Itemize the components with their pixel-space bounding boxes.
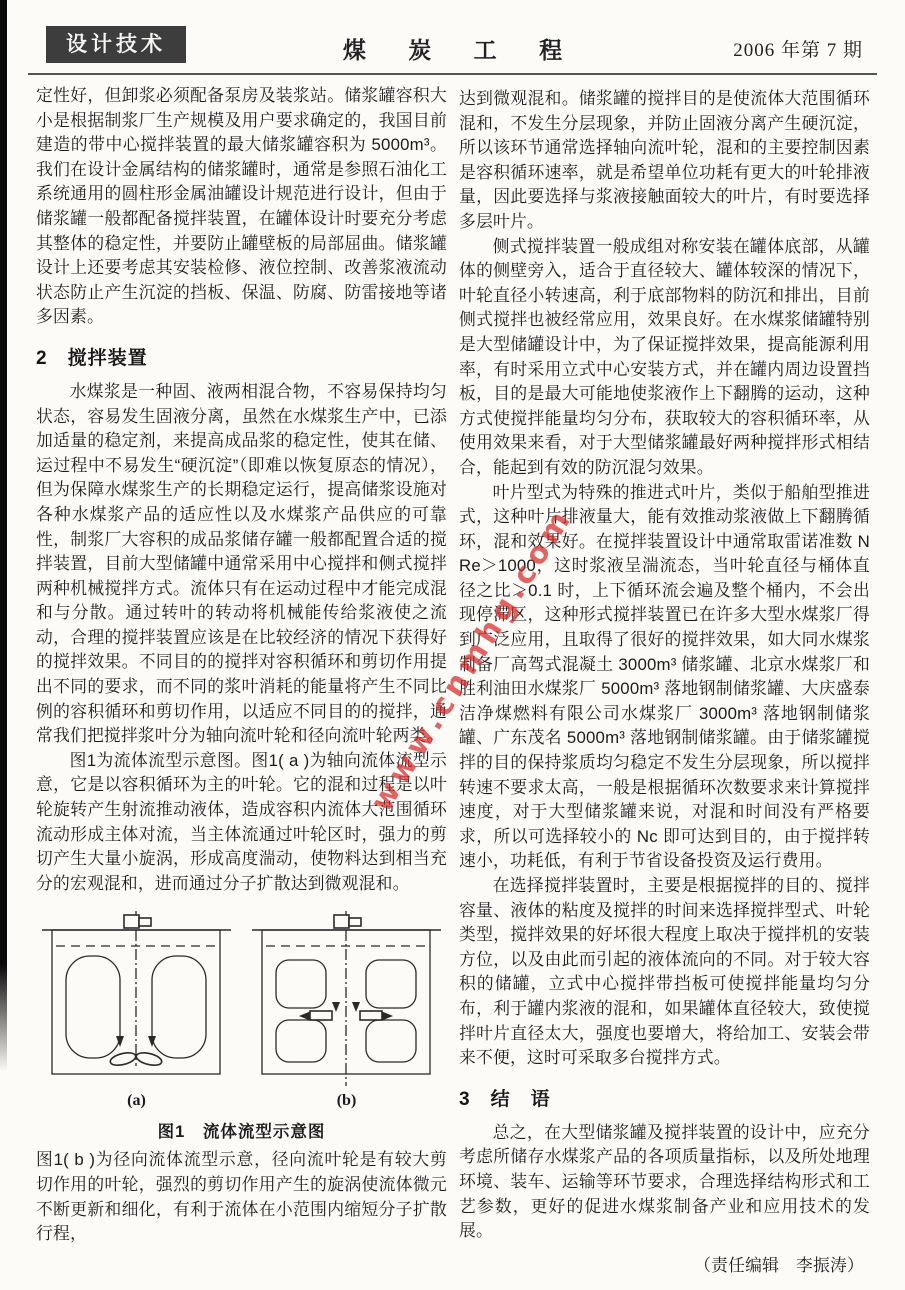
- column-badge: 设计技术: [46, 26, 186, 63]
- axial-flow-tank-diagram: [38, 908, 235, 1090]
- right-column: [459, 87, 870, 1276]
- section-2-heading: 2 搅拌装置: [36, 347, 148, 369]
- paragraph-continued: 达到微观混和。储浆罐的搅拌目的是使流体大范围循环混和，不发生分层现象，并防止固液分离产生硬沉淀，所以该环节通常选择轴向流叶轮，混和的主要控制因素是容积循环速率，就是希望单位功耗有更大的叶轮排液量，因此要选择与浆液接触面较大的叶片，有时要选择多层叶片。: [459, 89, 870, 231]
- figure-1a-label: (a): [127, 1092, 146, 1110]
- figure-1b: [248, 908, 445, 1110]
- figure-1b-label: (b): [336, 1092, 357, 1110]
- scan-edge-artifact: [0, 0, 7, 1072]
- figure-1a: [38, 908, 235, 1110]
- journal-title: 煤 炭 工 程: [342, 37, 581, 63]
- header-divider: [28, 73, 877, 75]
- radial-flow-tank-diagram: [248, 908, 445, 1090]
- paragraph: 叶片型式为特殊的推进式叶片，类似于船舶型推进式，这种叶片排液量大，能有效推动浆液做上下翻腾循环，混和效果好。在搅拌装置设计中通常取雷诺准数 NRe＞1000，这时浆液呈湍流态，当叶轮直径与桶体直径之比＞0.1 时，上下循环流会遍及整个桶内，不会出现停滞区，这种形式搅拌装置已在许多大型水煤浆厂得到广泛应用，且取得了很好的搅拌效果，如大同水煤浆制备厂高驾式混凝土 3000m³ 储浆罐、北京水煤浆厂和胜利油田水煤浆厂 5000m³ 落地钢制储浆罐、大庆盛泰洁净煤燃料有限公司水煤浆厂 3000m³ 落地钢制储浆罐、广东茂名 5000m³ 落地钢制储浆罐。由于储浆罐搅拌的目的保持浆质均匀稳定不发生分层现象，所以搅拌转速不要求太高，一般是根据循环次数要求来计算搅拌速度，对于大型储浆罐来说，对混和时间没有严格要求，所以可选择较小的 Nc 即可达到目的，由于搅拌转速小，功耗低，有利于节省设备投资及运行费用。: [459, 482, 870, 871]
- editor-credit: （责任编辑 李振涛）: [694, 1255, 864, 1275]
- paragraph: 图1( b )为径向流体流型示意，径向流叶轮是有较大剪切作用的叶轮，强烈的剪切作用产生的旋涡使流体微元不断更新和细化，有利于流体在小范围内缩短分子扩散行程，: [36, 1150, 447, 1244]
- issue-label: 2006 年第 7 期: [733, 40, 863, 61]
- section-3-heading: 3 结 语: [459, 1088, 551, 1110]
- left-column: [36, 84, 447, 1247]
- paragraph: 总之，在大型储浆罐及搅拌装置的设计中，应充分考虑所储存水煤浆产品的各项质量指标，以及所处地理环境、装车、运输等环节要求，合理选择结构形式和工艺参数，更好的促进水煤浆制备产业和应用技术的发展。: [459, 1122, 870, 1241]
- watermark-text: www.cnmhg.com: [363, 501, 581, 818]
- paragraph: 侧式搅拌装置一般成组对称安装在罐体底部，从罐体的侧壁旁入，适合于直径较大、罐体较深的情况下，叶轮直径小转速高，利于底部物料的防沉和排出，目前侧式搅拌也被经常应用，效果良好。在水煤浆储罐特别是大型储罐设计中，为了保证搅拌效果，提高能源利用率，有时采用立式中心安装方式，并在罐内周边设置挡板，目的是最大可能地使浆液作上下翻腾的运动，这种方式使搅拌能量均匀分布，获取较大的容积循环率，从使用效果来看，对于大型储浆罐最好两种搅拌形式相结合，能起到有效的防沉混匀效果。: [459, 236, 870, 477]
- figure-1-diagrams: [36, 908, 447, 1110]
- paragraph-continued: 定性好，但卸浆必须配备泵房及装浆站。储浆罐容积大小是根据制浆厂生产规模及用户要求确定的，我国目前建造的带中心搅拌装置的最大储浆罐容积为 5000m³。我们在设计金属结构的储浆罐时，通常是参照石油化工系统通用的圆柱形金属油罐设计规范进行设计，但由于储浆罐一般都配备搅拌装置，在罐体设计时要充分考虑其整体的稳定性，并要防止罐壁板的局部屈曲。储浆罐设计上还要考虑其安装检修、液位控制、改善浆液流动状态防止产生沉淀的挡板、保温、防腐、防雷接地等诸多因素。: [36, 86, 447, 327]
- paragraph: 水煤浆是一种固、液两相混合物，不容易保持均匀状态，容易发生固液分离，虽然在水煤浆生产中，已添加适量的稳定剂，来提高成品浆的稳定性，使其在储、运过程中不易发生“硬沉淀”（即难以恢复原态的情况），但为保障水煤浆生产的长期稳定运行，提高储浆设施对各种水煤浆产品的适应性以及水煤浆产品供应的可靠性，制浆厂大容积的成品浆储存罐一般都配置合适的搅拌装置，目前大型储罐中通常采用中心搅拌和侧式搅拌两种机械搅拌方式。流体只有在运动过程中才能完成混和与分散。通过转叶的转动将机械能传给浆液使之流动，合理的搅拌装置应该是在比较经济的情况下获得好的搅拌效果。不同目的的搅拌对容积循环和剪切作用提出不同的要求，而不同的浆叶消耗的能量将产生不同比例的容积循环和剪切作用，以适应不同目的的搅拌，通常我们把搅拌浆叶分为轴向流叶轮和径向流叶轮两类。: [36, 381, 447, 746]
- paragraph: 在选择搅拌装置时，主要是根据搅拌的目的、搅拌容量、液体的粘度及搅拌的时间来选择搅拌型式、叶轮类型，搅拌效果的好坏很大程度上取决于搅拌机的安装方位，以及由此而引起的液体流向的不同。对于较大容积的储罐，立式中心搅拌带挡板可使搅拌能量均匀分布，利于罐内浆液的混和，如果罐体直径较大，致使搅拌叶片直径太大，强度也要增大，将给加工、安装会带来不便，这时可采取多台搅拌方式。: [459, 876, 870, 1068]
- paragraph: 图1为流体流型示意图。图1( a )为轴向流体流型示意，它是以容积循环为主的叶轮。它的混和过程是以叶轮旋转产生射流推动液体，造成容积内流体大范围循环流动形成主体对流，当主体流通过叶轮区时，强力的剪切产生大量小旋涡，形成高度湍动，使物料达到相当充分的宏观混和，进而通过分子扩散达到微观混和。: [36, 750, 447, 893]
- figure-1-caption: 图1 流体流型示意图: [157, 1123, 326, 1142]
- figure-1: [36, 908, 447, 1142]
